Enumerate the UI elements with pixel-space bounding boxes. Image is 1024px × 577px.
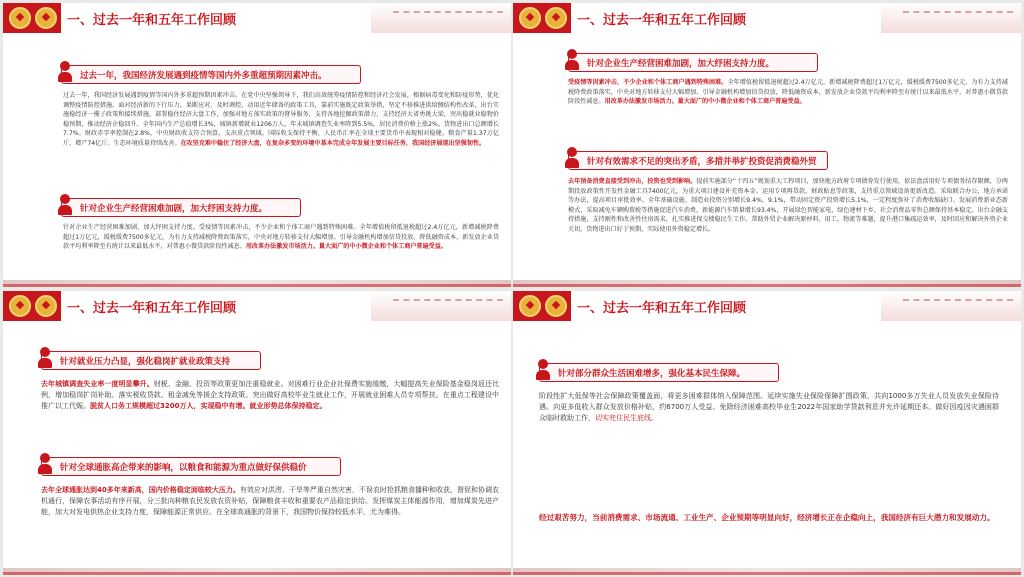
great-wall-decoration [881,3,1021,33]
national-emblem-icon [9,7,31,29]
party-emblem-icon [35,7,57,29]
person-icon [565,147,581,169]
national-emblem-icon [519,295,541,317]
person-icon [536,359,552,381]
great-wall-decoration [371,3,511,33]
body-paragraph [568,177,1008,235]
page-title: 一、过去一年和五年工作回顾 [577,301,747,316]
body-paragraph [568,78,1008,107]
footer-decoration [513,568,1021,575]
paragraph-text: 针对企业生产经营困难加剧，加大纾困支持力度。受疫情等因素冲击，不少企业和个体工商户遇到特殊困难。全年增值税留抵退税超过2.4万亿元，新增减税降费超过1万亿元，缓税缓费7500多亿元。为有力支持减税降费政策落实，中央对地方转移支付大幅增加。引导金融机构增加信贷投放，降低融资成本，新发放企业贷款平均利率降至有统计以来最低水平，对普惠小微贷款阶段性减息。 [63,224,499,251]
section-bar-label: 针对企业生产经营困难加剧，加大纾困支持力度。 [80,204,268,214]
national-emblem-icon [9,295,31,317]
section-bar [41,457,341,476]
slide-header [513,291,1021,321]
page-title: 一、过去一年和五年工作回顾 [67,13,237,28]
page-title: 一、过去一年和五年工作回顾 [67,301,237,316]
footer-decoration [3,280,511,287]
footer-decoration [513,280,1021,287]
body-paragraph [539,391,999,425]
section-bar-label: 针对企业生产经营困难加剧，加大纾困支持力度。 [587,59,775,69]
national-emblem-icon [519,7,541,29]
person-icon [58,194,74,216]
person-icon [58,61,74,83]
footer-decoration [3,568,511,575]
section-bar [568,151,828,170]
section-bar [568,53,818,72]
party-emblem-icon [545,295,567,317]
slide-header [513,3,1021,33]
section-bar-label: 针对有效需求不足的突出矛盾，多措并举扩投资促消费稳外贸 [587,157,817,167]
section-bar-label: 针对部分群众生活困难增多，强化基本民生保障。 [558,369,746,379]
body-paragraph [41,379,499,413]
paragraph-text: 过去一年，我国经济发展遇到疫情等国内外多重超预期因素冲击。在党中央坚强领导下，我们高效统筹疫情防控和经济社会发展，根据病毒变化和防疫形势，优化调整疫情防控措施。面对经济新的下行压力，果断应对、及时调控，动用近年储备的政策工具，靠前实施既定政策举措，坚定不移推进供给侧结构性改革，出台实施稳经济一揽子政策和接续措施，部署稳住经济大盘工作，加强对地方落实政策的督导服务，支持各地挖掘政策潜力，支持经济大省勇挑大梁，突出稳就业稳物价稳预期，推动经济企稳回升。全年国内生产总值增长3%，城镇新增就业1206万人，年末城镇调查失业率降到5.5%，居民消费价格上涨2%。货物进出口总额增长7.7%。财政赤字率控制在2.8%，中央财政收支符合预算，支出重点领域。国际收支保持平衡，人民币汇率在全球主要货币中表现相对稳健。粮食产量1.37万亿斤，增产74亿斤。生态环境质量持续改善。 [63,92,499,147]
section-bar-label: 过去一年，我国经济发展遇到疫情等国内外多重超预期因素冲击。 [80,71,327,81]
lead-text: 去年预备消费直接受到冲击，投资也受到影响。 [568,178,697,185]
great-wall-decoration [881,291,1021,321]
highlight-text: 在攻坚克难中稳住了经济大盘，在复杂多变的环境中基本完成全年发展主要目标任务，我国经济展现出坚强韧性。 [180,139,486,147]
highlight-text: 用改革办法激发市场活力。量大面广的中小微企业和个体工商户普遍受益。 [604,98,806,106]
section-bar [41,351,261,370]
highlight-text: 脱贫人口务工规模超过3200万人，实现稳中有增。就业形势总体保持稳定。 [90,402,327,411]
paragraph-text: 提前实施部分“十四五”规划重大工程项目，加快地方政府专项债券发行使用，依法盘活用好专项债务结存限额，分两期投放政策性开发性金融工具7400亿元，为重大项目建设补充资本金。运用专项再贷款、财政贴息等政策，支持重点领域设备更新改造。采取联合办公、地方承诺等办法，提高项目审批效率。全年基础设施、制造业投资分别增长9.4%、9.1%，带动固定资产投资增长5.1%，一定程度弥补了消费收缩缺口。发展消费新业态新模式，采取减免车辆购置税等措施促进汽车消费，新能源汽车销量增长93.4%，开展绿色智能家电、绿色建材下乡，社会消费品零售总额保持基本稳定。出台金融支持措施，支持刚性和改善性住房需求，扎实推进保交楼稳民生工作。帮助外贸企业解决原材料、用工、物流等难题，提升港口集疏运效率，及时回应和解决外资企业关切，货物进出口好于预期，实际使用外资稳定增长。 [568,178,1008,233]
paragraph-text: 财税、金融、投资等政策更加注重稳就业。对困难行业企业社保费实施缓缴，大幅提高失业保险基金稳岗返还比例，增加稳岗扩岗补助。落实税收贷款、租金减免等援企支持政策。突出做好高校毕业生就业工作，开展就业困难人员专项帮扶。在重点工程建设中推广以工代赈。 [41,380,499,411]
slide-2 [513,3,1021,287]
person-icon [565,49,581,71]
lead-text: 去年城镇调查失业率一度明显攀升。 [41,380,154,388]
body-paragraph [63,91,499,149]
lead-text: 去年全球通胀达到40多年来新高，国内价格稳定面临较大压力。 [41,486,240,494]
lead-text: 受疫情等因素冲击，不少企业和个体工商户遇到特殊困难。 [568,79,728,86]
closing-statement: 经过艰苦努力，当前消费需求、市场流通、工业生产、企业预期等明显向好，经济增长正在企稳向上，我国经济有巨大潜力和发展动力。 [539,513,995,522]
paragraph-text: 阶段性扩大低保等社会保障政策覆盖面，将更多困难群体纳入保障范围。延续实施失业保险保障扩围政策，共向1000多万失业人员发放失业保险待遇。向更多低收入群众发放价格补贴，约6700万人受益。免除经济困难高校毕业生2022年国家助学贷款利息并允许延期还本。做好因疫因灾遇困群众临时救助工作， [539,392,999,423]
page-title: 一、过去一年和五年工作回顾 [577,13,747,28]
paragraph-text: 有效应对洪涝、干旱等严重自然灾害，不误农时抢抓粮食播种和收获，督促和协调农机通行，保障农事活动有序开展，分三批向种粮农民发放农资补贴，保障粮食丰收和重要农产品稳定供给。发挥煤炭主体能源作用，增加煤炭先进产能，加大对发电供热企业支持力度，保障能源正常供应。在全球高通胀的背景下，我国物价保持较低水平，尤为难得。 [41,486,499,517]
slide-header [3,291,511,321]
body-paragraph [41,485,499,519]
section-bar [61,65,361,84]
party-emblem-icon [545,7,567,29]
section-bar-label: 针对就业压力凸显，强化稳岗扩就业政策支持 [60,357,231,367]
slide-1 [3,3,511,287]
paragraph-text: 全年增值税留抵退税超过2.4万亿元，新增减税降费超过1万亿元，缓税缓费7500多亿元，为有力支持减税降费政策落实，中央对地方转移支付大幅增加。引导金融机构增加信贷投放，降低融资成本，新发放企业贷款平均利率降至有统计以来最低水平，对普惠小微贷款阶段性减息。 [568,79,1009,106]
person-icon [38,347,54,369]
person-icon [38,453,54,475]
slide-3 [3,291,511,575]
body-paragraph [63,223,499,252]
party-emblem-icon [35,295,57,317]
highlight-text: 用改革办法激发市场活力。量大面广的中小微企业和个体工商户普遍受益。 [245,243,447,251]
highlight-text: 切实兜住民生底线。 [595,414,658,423]
great-wall-decoration [371,291,511,321]
slide-4 [513,291,1021,575]
section-bar [539,363,779,382]
section-bar-label: 针对全球通胀高企带来的影响，以粮食和能源为重点做好保供稳价 [60,463,307,473]
section-bar [61,198,301,217]
slide-header [3,3,511,33]
